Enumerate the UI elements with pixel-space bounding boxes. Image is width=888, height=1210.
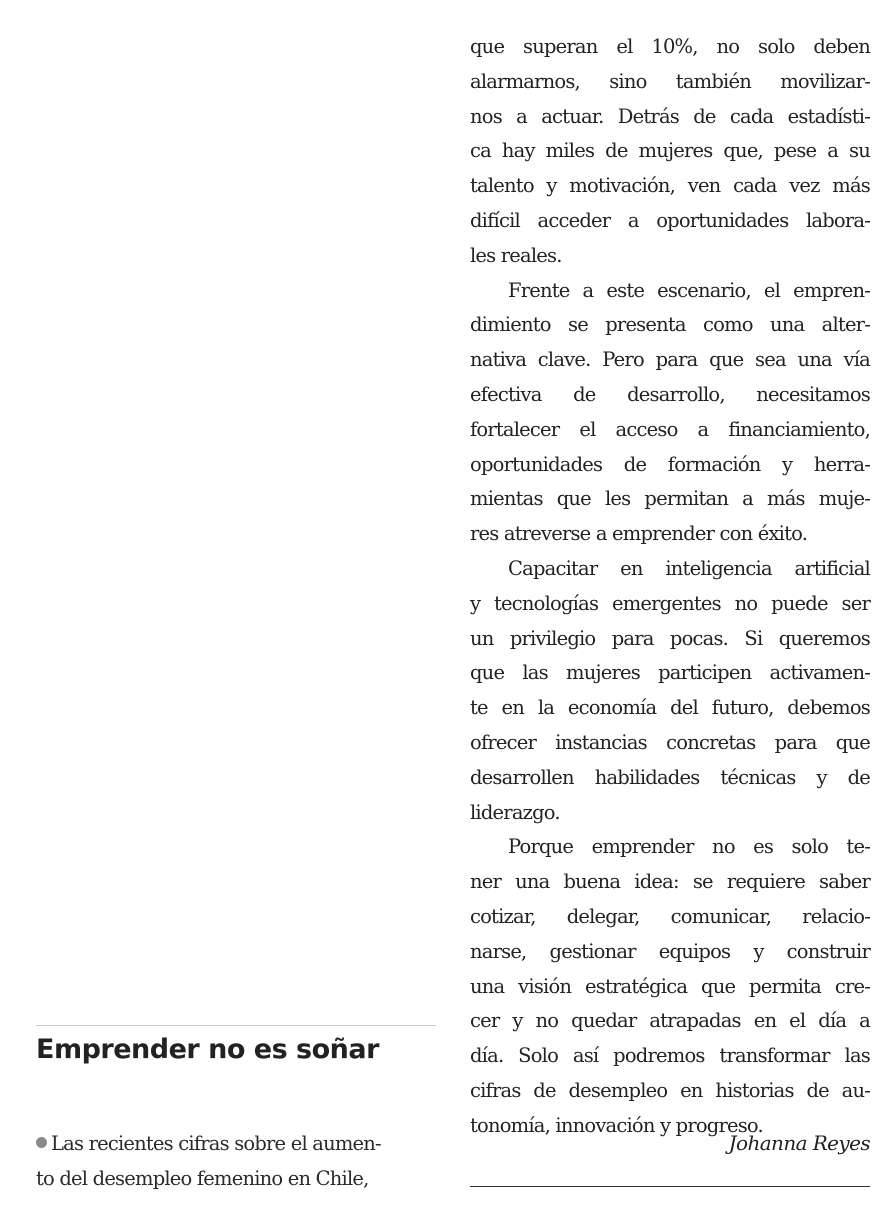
body-line: que superan el 10%, no solo deben xyxy=(470,35,870,58)
body-line: cer y no quedar atrapadas en el día a xyxy=(470,1009,870,1033)
body-line: liderazgo. xyxy=(470,800,560,824)
body-line: ca hay miles de mujeres que, pese a su xyxy=(470,139,870,163)
body-line: nos a actuar. Detrás de cada estadísti- xyxy=(470,104,870,128)
body-line: Frente a este escenario, el empren- xyxy=(508,278,870,302)
body-line: difícil acceder a oportunidades labora- xyxy=(470,208,870,232)
body-line: y tecnologías emergentes no puede ser xyxy=(470,591,870,615)
body-line: Porque emprender no es solo te- xyxy=(508,835,870,859)
section-divider xyxy=(36,1025,436,1026)
lede-line-1: Las recientes cifras sobre el aumen- xyxy=(36,1126,436,1161)
body-line: dimiento se presenta como una alter- xyxy=(470,313,870,337)
body-paragraph-2 xyxy=(470,274,870,552)
body-line: narse, gestionar equipos y construir xyxy=(470,939,870,963)
body-line: efectiva de desarrollo, necesitamos xyxy=(470,382,870,406)
lede-line-2: to del desempleo femenino en Chile, xyxy=(36,1167,369,1190)
body-line: Capacitar en inteligencia artificial xyxy=(508,556,870,580)
body-line: un privilegio para pocas. Si queremos xyxy=(470,626,870,650)
body-paragraph-1 xyxy=(470,30,870,274)
body-paragraph-4 xyxy=(470,830,870,1143)
article-headline: Emprender no es soñar xyxy=(36,1034,379,1065)
author-signature: Johanna Reyes xyxy=(728,1131,870,1155)
closing-rule xyxy=(470,1186,870,1187)
body-line: que las mujeres participen activamen- xyxy=(470,661,870,685)
article-body xyxy=(470,30,870,1144)
body-line: fortalecer el acceso a financiamiento, xyxy=(470,417,870,441)
article-lede xyxy=(36,1126,436,1196)
left-column xyxy=(36,0,436,1210)
body-line: talento y motivación, ven cada vez más xyxy=(470,174,870,198)
body-line: mientas que les permitan a más muje- xyxy=(470,487,870,511)
body-line: res atreverse a emprender con éxito. xyxy=(470,522,808,546)
body-line: una visión estratégica que permita cre- xyxy=(470,974,870,998)
body-line: nativa clave. Pero para que sea una vía xyxy=(470,348,870,372)
body-line: ofrecer instancias concretas para que xyxy=(470,730,870,754)
body-line: oportunidades de formación y herra- xyxy=(470,452,870,476)
body-line: cotizar, delegar, comunicar, relacio- xyxy=(470,904,870,928)
body-line: cifras de desempleo en historias de au- xyxy=(470,1078,870,1102)
body-line: les reales. xyxy=(470,243,562,267)
body-line: alarmarnos, sino también movilizar- xyxy=(470,69,870,93)
body-line: te en la economía del futuro, debemos xyxy=(470,696,870,720)
body-line: día. Solo así podremos transformar las xyxy=(470,1044,870,1068)
body-line: desarrollen habilidades técnicas y de xyxy=(470,765,870,789)
body-paragraph-3 xyxy=(470,552,870,830)
body-line: tonomía, innovación y progreso. xyxy=(470,1113,763,1137)
bullet-icon xyxy=(36,1137,47,1148)
body-line: ner una buena idea: se requiere saber xyxy=(470,870,870,894)
